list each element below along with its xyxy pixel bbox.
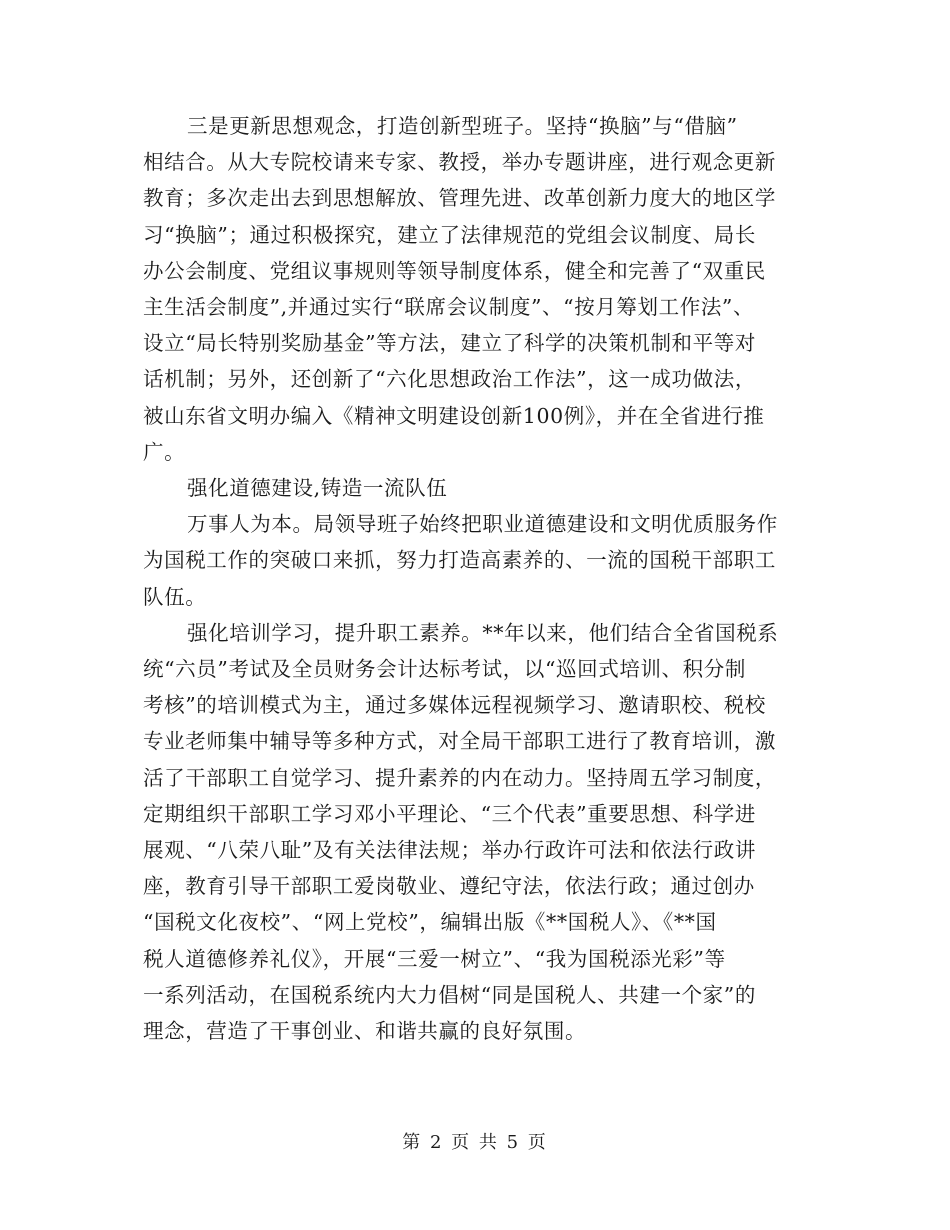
- text-line: 税人道德修养礼仪》，开展“三爱一树立”、“我为国税添光彩”等: [143, 946, 726, 971]
- text-line: 考核”的培训模式为主，通过多媒体远程视频学习、邀请职校、税校: [143, 693, 766, 718]
- section-heading-text: 强化道德建设,铸造一流队伍: [187, 476, 448, 501]
- text-line: 展观、“八荣八耻”及有关法律法规；举办行政许可法和依法行政讲: [143, 838, 756, 863]
- text-line: 一系列活动，在国税系统内大力倡树“同是国税人、共建一个家”的: [143, 982, 756, 1007]
- paragraph-innovative-leadership: [143, 108, 811, 470]
- text-line: 主生活会制度”,并通过实行“联席会议制度”、“按月筹划工作法”、: [143, 295, 755, 320]
- text-line: 设立“局长特别奖励基金”等方法，建立了科学的决策机制和平等对: [143, 331, 756, 356]
- text-line: 话机制；另外，还创新了“六化思想政治工作法”，这一成功做法，: [143, 367, 756, 392]
- text-line: 统“六员”考试及全员财务会计达标考试，以“巡回式培训、积分制: [143, 657, 746, 682]
- text-line: 习“换脑”；通过积极探究，建立了法律规范的党组会议制度、局长: [143, 222, 756, 247]
- paragraph-people-first: [143, 506, 811, 615]
- text-line: 广。: [143, 439, 186, 464]
- text-line: 座，教育引导干部职工爱岗敬业、遵纪守法，依法行政；通过创办: [143, 874, 755, 899]
- text-line: 强化培训学习，提升职工素养。**年以来，他们结合全省国税系: [187, 620, 779, 645]
- text-line: 相结合。从大专院校请来专家、教授，举办专题讲座，进行观念更新: [143, 150, 776, 175]
- text-line: 为国税工作的突破口来抓，努力打造高素养的、一流的国税干部职工: [143, 548, 776, 573]
- text-line: 万事人为本。局领导班子始终把职业道德建设和文明优质服务作: [187, 512, 778, 537]
- text-line: 定期组织干部职工学习邓小平理论、“三个代表”重要思想、科学进: [143, 801, 756, 826]
- text-line: 被山东省文明办编入《精神文明建设创新100例》，并在全省进行推: [143, 403, 765, 428]
- text-line: 活了干部职工自觉学习、提升素养的内在动力。坚持周五学习制度，: [143, 765, 776, 790]
- text-line: 队伍。: [143, 584, 207, 609]
- text-line: 办公会制度、党组议事规则等领导制度体系，健全和完善了“双重民: [143, 258, 766, 283]
- text-line: “国税文化夜校”、“网上党校”，编辑出版《**国税人》、《**国: [143, 910, 717, 935]
- text-line: 专业老师集中辅导等多种方式，对全局干部职工进行了教育培训，激: [143, 729, 776, 754]
- text-line: 教育；多次走出去到思想解放、管理先进、改革创新力度大的地区学: [143, 186, 776, 211]
- text-line: 理念，营造了干事创业、和谐共赢的良好氛围。: [143, 1019, 587, 1044]
- page-number-footer: 第 2 页 共 5 页: [402, 1132, 548, 1153]
- section-heading: [143, 470, 811, 506]
- paragraph-training: [143, 615, 811, 1049]
- document-body: [143, 108, 811, 1049]
- text-line: 三是更新思想观念，打造创新型班子。坚持“换脑”与“借脑”: [187, 114, 738, 138]
